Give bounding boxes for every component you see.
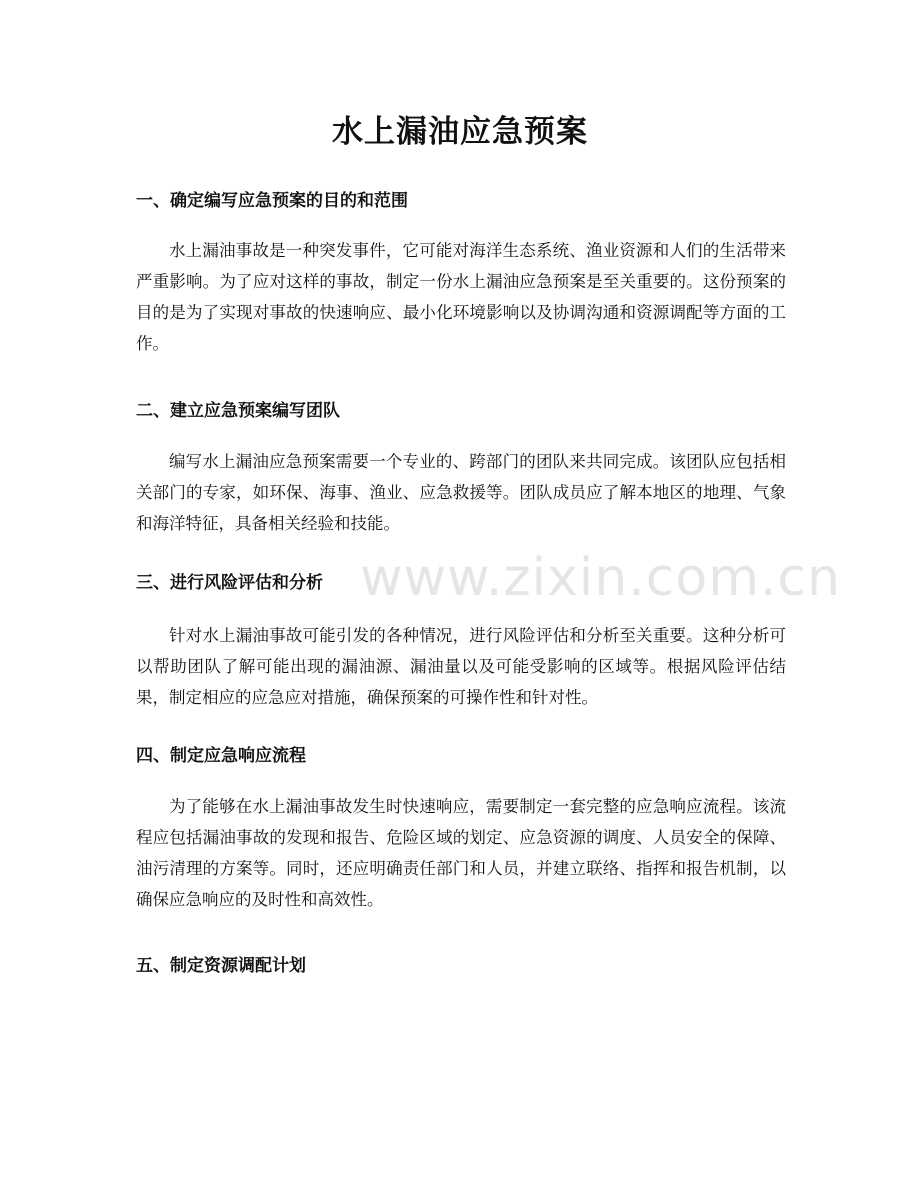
section-5-heading: 五、制定资源调配计划 — [136, 956, 306, 976]
section-3-body: 针对水上漏油事故可能引发的各种情况，进行风险评估和分析至关重要。这种分析可以帮助团队了解可能出现的漏油源、漏油量以及可能受影响的区域等。根据风险评估结果，制定相应的应急应对措施，确保预案的可操作性和针对性。 — [136, 626, 786, 707]
section-2-heading: 二、建立应急预案编写团队 — [136, 401, 340, 421]
watermark: www.zixin.com.cn — [360, 548, 841, 608]
section-1-body: 水上漏油事故是一种突发事件，它可能对海洋生态系统、渔业资源和人们的生活带来严重影响。为了应对这样的事故，制定一份水上漏油应急预案是至关重要的。这份预案的目的是为了实现对事故的快速响应、最小化环境影响以及协调沟通和资源调配等方面的工作。 — [136, 241, 786, 353]
document-title: 水上漏油应急预案 — [332, 114, 588, 150]
section-1-heading: 一、确定编写应急预案的目的和范围 — [136, 191, 408, 211]
section-2-body: 编写水上漏油应急预案需要一个专业的、跨部门的团队来共同完成。该团队应包括相关部门的专家，如环保、海事、渔业、应急救援等。团队成员应了解本地区的地理、气象和海洋特征，具备相关经验和技能。 — [136, 452, 786, 533]
section-4-heading: 四、制定应急响应流程 — [136, 746, 306, 766]
section-4-body: 为了能够在水上漏油事故发生时快速响应，需要制定一套完整的应急响应流程。该流程应包括漏油事故的发现和报告、危险区域的划定、应急资源的调度、人员安全的保障、油污清理的方案等。同时，还应明确责任部门和人员，并建立联络、指挥和报告机制，以确保应急响应的及时性和高效性。 — [136, 797, 786, 909]
section-3-heading: 三、进行风险评估和分析 — [136, 573, 323, 593]
